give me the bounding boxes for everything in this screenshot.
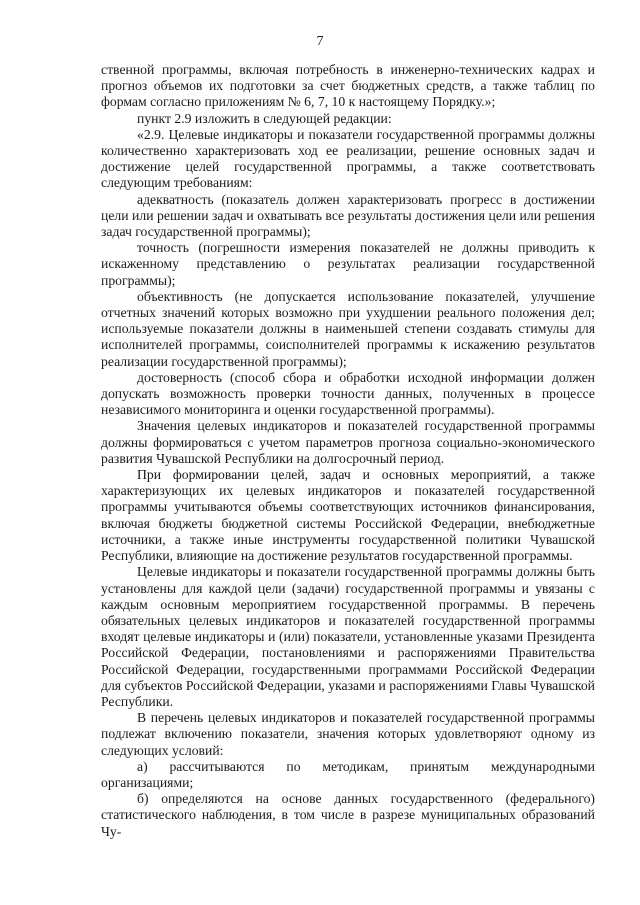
document-body xyxy=(101,62,595,840)
paragraph-values-forecast: Значения целевых индикаторов и показателей государственной программы должны формироваться с учетом параметров прогноза социально-экономического развития Чувашской Республики на долгосрочный период. xyxy=(101,418,595,466)
page-number: 7 xyxy=(316,34,324,49)
paragraph-continuation: ственной программы, включая потребность в инженерно-технических кадрах и прогноз объемов их подготовки за счет бюджетных средств, а также таблиц по формам согласно приложениям № 6, 7, 10 к настоящему Порядку.»; xyxy=(101,62,595,110)
list-item-b: б) определяются на основе данных государственного (федерального) статистического наблюдения, в том числе в разрезе муниципальных образований Чу- xyxy=(101,791,595,839)
paragraph-objectivity: объективность (не допускается использование показателей, улучшение отчетных значений которых возможно при ухудшении реального положения дел; используемые показатели должны в наименьшей степени создавать стимулы для исполнителей программы, соисполнителей программы к искажению результатов реализации государственной программы); xyxy=(101,288,595,369)
paragraph-amendment-instruction: пункт 2.9 изложить в следующей редакции: xyxy=(137,110,392,126)
paragraph-clause-2-9: «2.9. Целевые индикаторы и показатели государственной программы должны количественно характеризовать ход ее реализации, решение основных задач и достижение целей государственной программы, а также соответствовать следующим требованиям: xyxy=(101,126,595,191)
paragraph-mandatory-indicators: Целевые индикаторы и показатели государственной программы должны быть установлены для каждой цели (задачи) государственной программы и увязаны с каждым основным мероприятием государственной программы. В перечень обязательных целевых индикаторов и показателей государственной программы входят целевые индикаторы и (или) показатели, установленные указами Президента Российской Федерации, постановлениями и распоряжениями Правительства Российской Федерации, государственными программами Российской Федерации для субъектов Российской Федерации, указами и распоряжениями Главы Чувашской Республики. xyxy=(101,564,595,709)
paragraph-adequacy: адекватность (показатель должен характеризовать прогресс в достижении цели или решении задач и охватывать все результаты достижения цели или решения задач государственной программы); xyxy=(101,191,595,240)
list-item-a: а) рассчитываются по методикам, принятым международными организациями; xyxy=(101,758,595,790)
paragraph-funding-sources: При формировании целей, задач и основных мероприятий, а также характеризующих их целевых индикаторов и показателей государственной программы учитываются объемы соответствующих источников финансирования, включая бюджеты бюджетной системы Российской Федерации, внебюджетные источники, а также иные инструменты государственной политики Чувашской Республики, влияющие на достижение результатов государственной программы. xyxy=(101,467,595,564)
paragraph-reliability: достоверность (способ сбора и обработки исходной информации должен допускать возможность проверки точности данных, полученных в процессе независимого мониторинга и оценки государственной программы). xyxy=(101,369,595,418)
paragraph-inclusion-conditions: В перечень целевых индикаторов и показателей государственной программы подлежат включению показатели, значения которых удовлетворяют одному из следующих условий: xyxy=(101,710,595,758)
paragraph-accuracy: точность (погрешности измерения показателей не должны приводить к искаженному представлению о результатах реализации государственной программы); xyxy=(101,240,595,288)
